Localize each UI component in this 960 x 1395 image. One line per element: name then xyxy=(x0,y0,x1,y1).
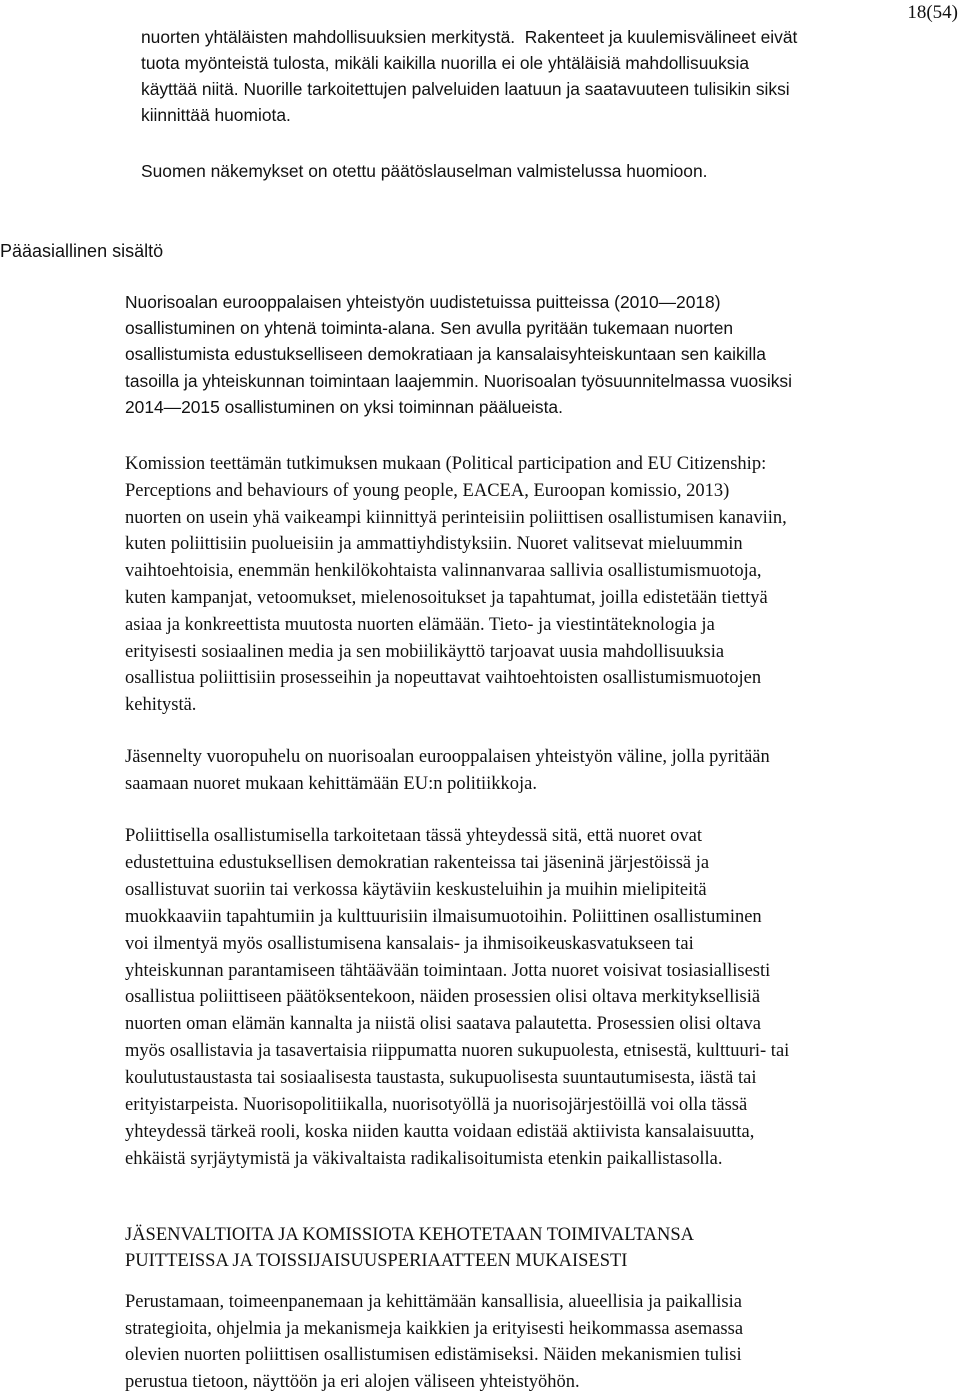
commission-study-paragraph: Komission teettämän tutkimuksen mukaan (Political participation and EU Citizenship: Perceptions and behaviours of young people, EACEA, Euroopan komissio, 2013) nuorten on usein yhä vaikeampi kiinnittyä perinteisiin poliittisen osallistumisen kanaviin, kuten poliittisiin puolueisiin ja ammattiyhdistyksiin. Nuoret valitsevat mieluummin vaihtoehtoisia, enemmän henkilökohtaista valinnanvaraa sallivia osallistumismuotoja, kuten kampanjat, vetoomukset, mielenosoitukset ja tapahtumat, joilla edistetään tiettyä asiaa ja konkreettista muutosta nuorten elämään. Tieto- ja viestintäteknologia ja erityisesti sosiaalinen media ja sen mobiilikäyttö tarjoavat uusia mahdollisuuksia osallistua poliittisiin prosesseihin ja nopeuttavat vaihtoehtoisten osallistumismuotojen kehitystä. xyxy=(125,454,787,716)
structured-dialogue-paragraph: Jäsennelty vuoropuhelu on nuorisoalan eurooppalaisen yhteistyön väline, jolla pyritään saamaan nuoret mukaan kehittämään EU:n politiikkoja. xyxy=(125,747,770,794)
intro-paragraph: nuorten yhtäläisten mahdollisuuksien merkitystä. Rakenteet ja kuulemisvälineet eivät tuota myönteistä tulosta, mikäli kaikilla nuorilla ei ole yhtäläisiä mahdollisuuksia käyttää niitä. Nuorille tarkoitettujen palveluiden laatuun ja saatavuuteen tulisikin siksi kiinnittää huomiota. xyxy=(141,27,798,125)
section-heading: JÄSENVALTIOITA JA KOMISSIOTA KEHOTETAAN TOIMIVALTANSA PUITTEISSA JA TOISSIJAISUUSPERIAATTEEN MUKAISESTI xyxy=(125,1225,694,1271)
finland-views-paragraph: Suomen näkemykset on otettu päätöslauselman valmistelussa huomioon. xyxy=(141,161,708,181)
main-content-heading: Pääasiallinen sisältö xyxy=(0,241,164,261)
framework-paragraph: Nuorisoalan eurooppalaisen yhteistyön uudistetuissa puitteissa (2010—2018) osallistuminen on yhtenä toiminta-alana. Sen avulla pyritään tukemaan nuorten osallistumista edustukselliseen demokratiaan ja kansalaisyhteiskuntaan sen kaikilla tasoilla ja yhteiskunnan toimintaan laajemmin. Nuorisoalan työsuunnitelmassa vuosiksi 2014—2015 osallistuminen on yksi toiminnan päälueista. xyxy=(125,292,792,417)
establish-paragraph: Perustamaan, toimeenpanemaan ja kehittämään kansallisia, alueellisia ja paikallisia strategioita, ohjelmia ja mekanismeja kaikkien ja erityisesti heikommassa asemassa olevien nuorten poliittisen osallistumisen edistämiseksi. Näiden mekanismien tulisi perustua tietoon, näyttöön ja eri alojen väliseen yhteistyöhön. xyxy=(125,1292,744,1392)
political-participation-paragraph: Poliittisella osallistumisella tarkoitetaan tässä yhteydessä sitä, että nuoret ovat edustettuina edustuksellisen demokratian rakenteissa tai jäseninä järjestöissä ja osallistuvat suoriin tai verkossa käytäviin keskusteluihin ja muihin mielipiteitä muokkaaviin tapahtumiin ja kulttuurisiin ilmaisumuotoihin. Poliittinen osallistuminen voi ilmentyä myös osallistumisena kansalais- ja ihmisoikeuskasvatukseen tai yhteiskunnan parantamiseen tähtäävään toimintaan. Jotta nuoret voisivat tosiasiallisesti osallistua poliittiseen päätöksentekoon, näiden prosessien olisi oltava merkityksellisiä nuorten oman elämän kannalta ja niistä olisi saatava palautetta. Prosessien olisi oltava myös osallistavia ja tasavertaisia riippumatta nuoren sukupuolesta, etnisestä, kulttuuri- tai koulutustaustasta tai sosiaalisesta taustasta, sukupuolisesta suuntautumisesta, iästä tai erityistarpeista. Nuorisopolitiikalla, nuorisotyöllä ja nuorisojärjestöillä voi olla tässä yhteydessä tärkeä rooli, koska niiden kautta voidaan edistää aktiivista kansalaisuutta, ehkäistä syrjäytymistä ja väkivaltaista radikalisoitumista etenkin paikallistasolla. xyxy=(125,826,790,1169)
page-number: 18(54) xyxy=(907,2,958,23)
